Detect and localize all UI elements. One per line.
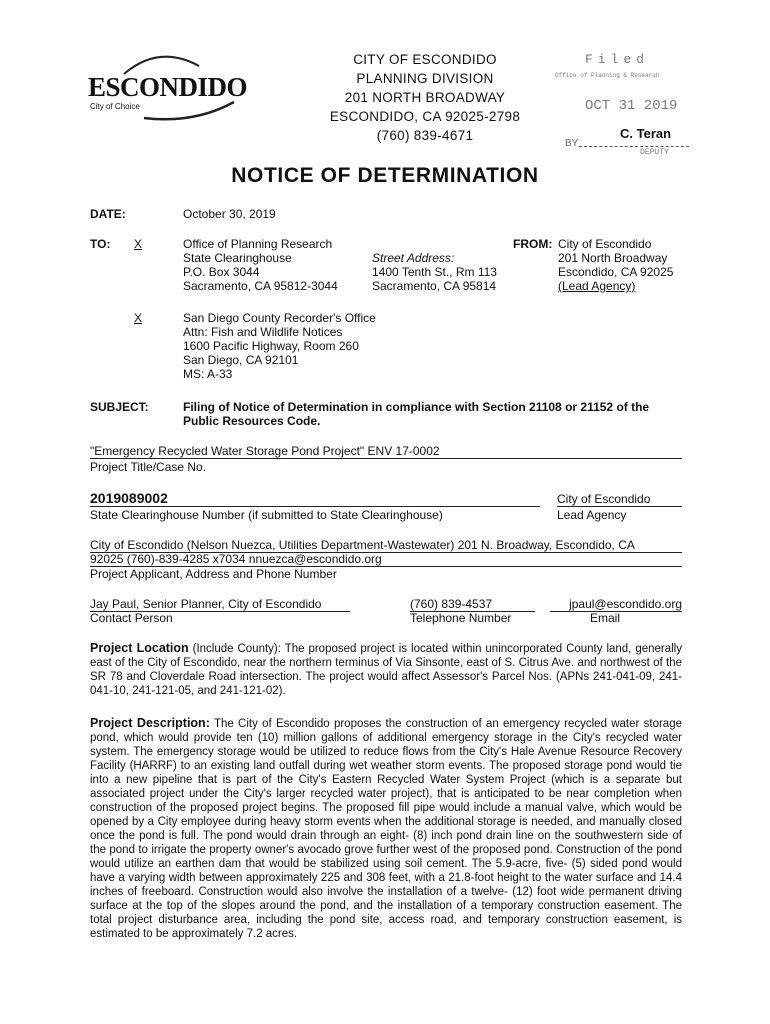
sch-number-value: 2019089002 xyxy=(90,490,540,507)
address-line: P.O. Box 3044 xyxy=(183,265,260,279)
stamp-by-label: BY xyxy=(565,138,579,149)
email-label: Email xyxy=(590,611,621,625)
project-location xyxy=(90,641,682,698)
address-line: 1600 Pacific Highway, Room 260 xyxy=(183,339,359,353)
to-mark-2: X xyxy=(134,311,143,325)
from-label: FROM: xyxy=(513,237,553,251)
stamp-deputy: DEPUTY xyxy=(640,148,669,157)
from-line: City of Escondido xyxy=(558,237,652,251)
logo-tagline: City of Choice xyxy=(90,102,140,111)
subject-text: Filing of Notice of Determination in compliance with Section 21108 or 21152 of the Public Resources Code. xyxy=(183,400,650,428)
from-line: Escondido, CA 92025 xyxy=(558,265,674,279)
stamp-sub: Office of Planning & Research xyxy=(555,72,660,79)
header-line5: (760) 839-4671 xyxy=(376,128,474,143)
description-text: The City of Escondido proposes the construction of an emergency recycled water storage pond, which would provide ten (10) million gallons of additional emergency storage in the City's recycled water system. The emergency storage would be utilized to reduce flows from the City's Hale Avenue Resource Recovery Facility (HARRF) to an existing land outfall during wet weather storm events. The proposed storage pond would tie into a new pipeline that is part of the City's Eastern Recycled Water System Project (which is a separate but associated project under the City's larger recycled water project), that is anticipated to be near completion when construction of the proposed project begins. The proposed fill pipe would include a manual valve, which would be opened by a City employee during heavy storm events when the additional storage is needed, and manually closed once the pond is full. The pond would drain through an eight- (8) inch pond drain line on the southwestern side of the pond to irrigate the property owner's avocado grove further west of the proposed pond. Construction of the pond would utilize an earthen dam that would be stabilized using soil cement. The 5.9-acre, five- (5) sided pond would have a varying width between approximately 225 and 308 feet, with a 21.8-foot height to the water surface and 14.4 inches of freeboard. Construction would also involve the installation of a twelve- (12) foot wide permanent driving surface at the top of the slopes around the pond, and the installation of a temporary construction easement. The total project disturbance area, including the pond site, access road, and temporary construction easement, is estimated to be approximately 7.2 acres. xyxy=(90,718,682,940)
applicant-line1: City of Escondido (Nelson Nuezca, Utilities Department-Wastewater) 201 N. Broadway, Escondido, CA xyxy=(90,538,682,553)
lead-agency-value: City of Escondido xyxy=(557,492,682,507)
project-description xyxy=(90,716,682,941)
header-line1: CITY OF ESCONDIDO xyxy=(353,52,497,67)
date-label: DATE: xyxy=(90,207,126,221)
contact-person-label: Contact Person xyxy=(90,611,173,625)
location-heading-tail: (Include County): xyxy=(188,643,281,655)
header-line2: PLANNING DIVISION xyxy=(356,71,494,86)
to-address-recorder xyxy=(183,311,376,381)
location-heading: Project Location xyxy=(90,641,189,655)
from-line: 201 North Broadway xyxy=(558,251,668,265)
logo-name: ESCONDIDO xyxy=(88,72,248,102)
to-address-opr xyxy=(183,237,338,293)
street-label: Street Address: xyxy=(372,251,455,265)
to-street-address xyxy=(372,251,497,293)
address-line: Attn: Fish and Wildlife Notices xyxy=(183,325,343,339)
stamp-date: OCT 31 2019 xyxy=(585,98,678,114)
street-line: 1400 Tenth St., Rm 113 xyxy=(372,265,497,279)
project-title-label: Project Title/Case No. xyxy=(90,460,207,474)
applicant-line2: 92025 (760)-839-4285 x7034 nnuezca@escondido.org xyxy=(90,552,682,567)
to-label: TO: xyxy=(90,237,111,251)
project-title-value: "Emergency Recycled Water Storage Pond Project" ENV 17-0002 xyxy=(90,444,682,459)
lead-agency-label: Lead Agency xyxy=(557,508,627,522)
agency-header xyxy=(300,50,550,145)
address-line: Sacramento, CA 95812-3044 xyxy=(183,279,338,293)
address-line: San Diego County Recorder's Office xyxy=(183,311,376,325)
to-mark-1: X xyxy=(134,237,143,251)
street-line: Sacramento, CA 95814 xyxy=(372,279,497,293)
document-title: NOTICE OF DETERMINATION xyxy=(231,164,539,187)
header-line4: ESCONDIDO, CA 92025-2798 xyxy=(329,109,521,124)
from-address xyxy=(558,237,673,293)
city-logo xyxy=(84,44,248,124)
address-line: Office of Planning Research xyxy=(183,237,333,251)
stamp-by-name: C. Teran xyxy=(620,126,672,141)
address-line: MS: A-33 xyxy=(183,367,233,381)
date-value: October 30, 2019 xyxy=(183,207,276,221)
from-line: (Lead Agency) xyxy=(558,279,636,293)
telephone-label: Telephone Number xyxy=(410,611,512,625)
email-value: jpaul@escondido.org xyxy=(550,597,682,612)
description-heading: Project Description: xyxy=(90,716,210,730)
contact-person-value: Jay Paul, Senior Planner, City of Escondido xyxy=(90,597,350,612)
address-line: State Clearinghouse xyxy=(183,251,292,265)
header-line3: 201 NORTH BROADWAY xyxy=(344,90,506,105)
location-text: The proposed project is located within unincorporated County land, generally east of the City of Escondido, near the northern terminus of Via Sinsonte, east of S. Citrus Ave. and northwest of the SR 78 and Cloverdale Road intersection. The project would affect Assessor's Parcel Nos. (APNs 241-041-09, 241-041-10, 241-121-05, and 241-121-02). xyxy=(90,643,682,697)
subject-label: SUBJECT: xyxy=(90,400,149,414)
telephone-value: (760) 839-4537 xyxy=(410,597,535,612)
applicant-label: Project Applicant, Address and Phone Number xyxy=(90,567,337,581)
sch-number-label: State Clearinghouse Number (if submitted to State Clearinghouse) xyxy=(90,508,443,522)
stamp-top: Filed xyxy=(585,52,650,67)
address-line: San Diego, CA 92101 xyxy=(183,353,299,367)
filing-stamp xyxy=(555,50,715,165)
